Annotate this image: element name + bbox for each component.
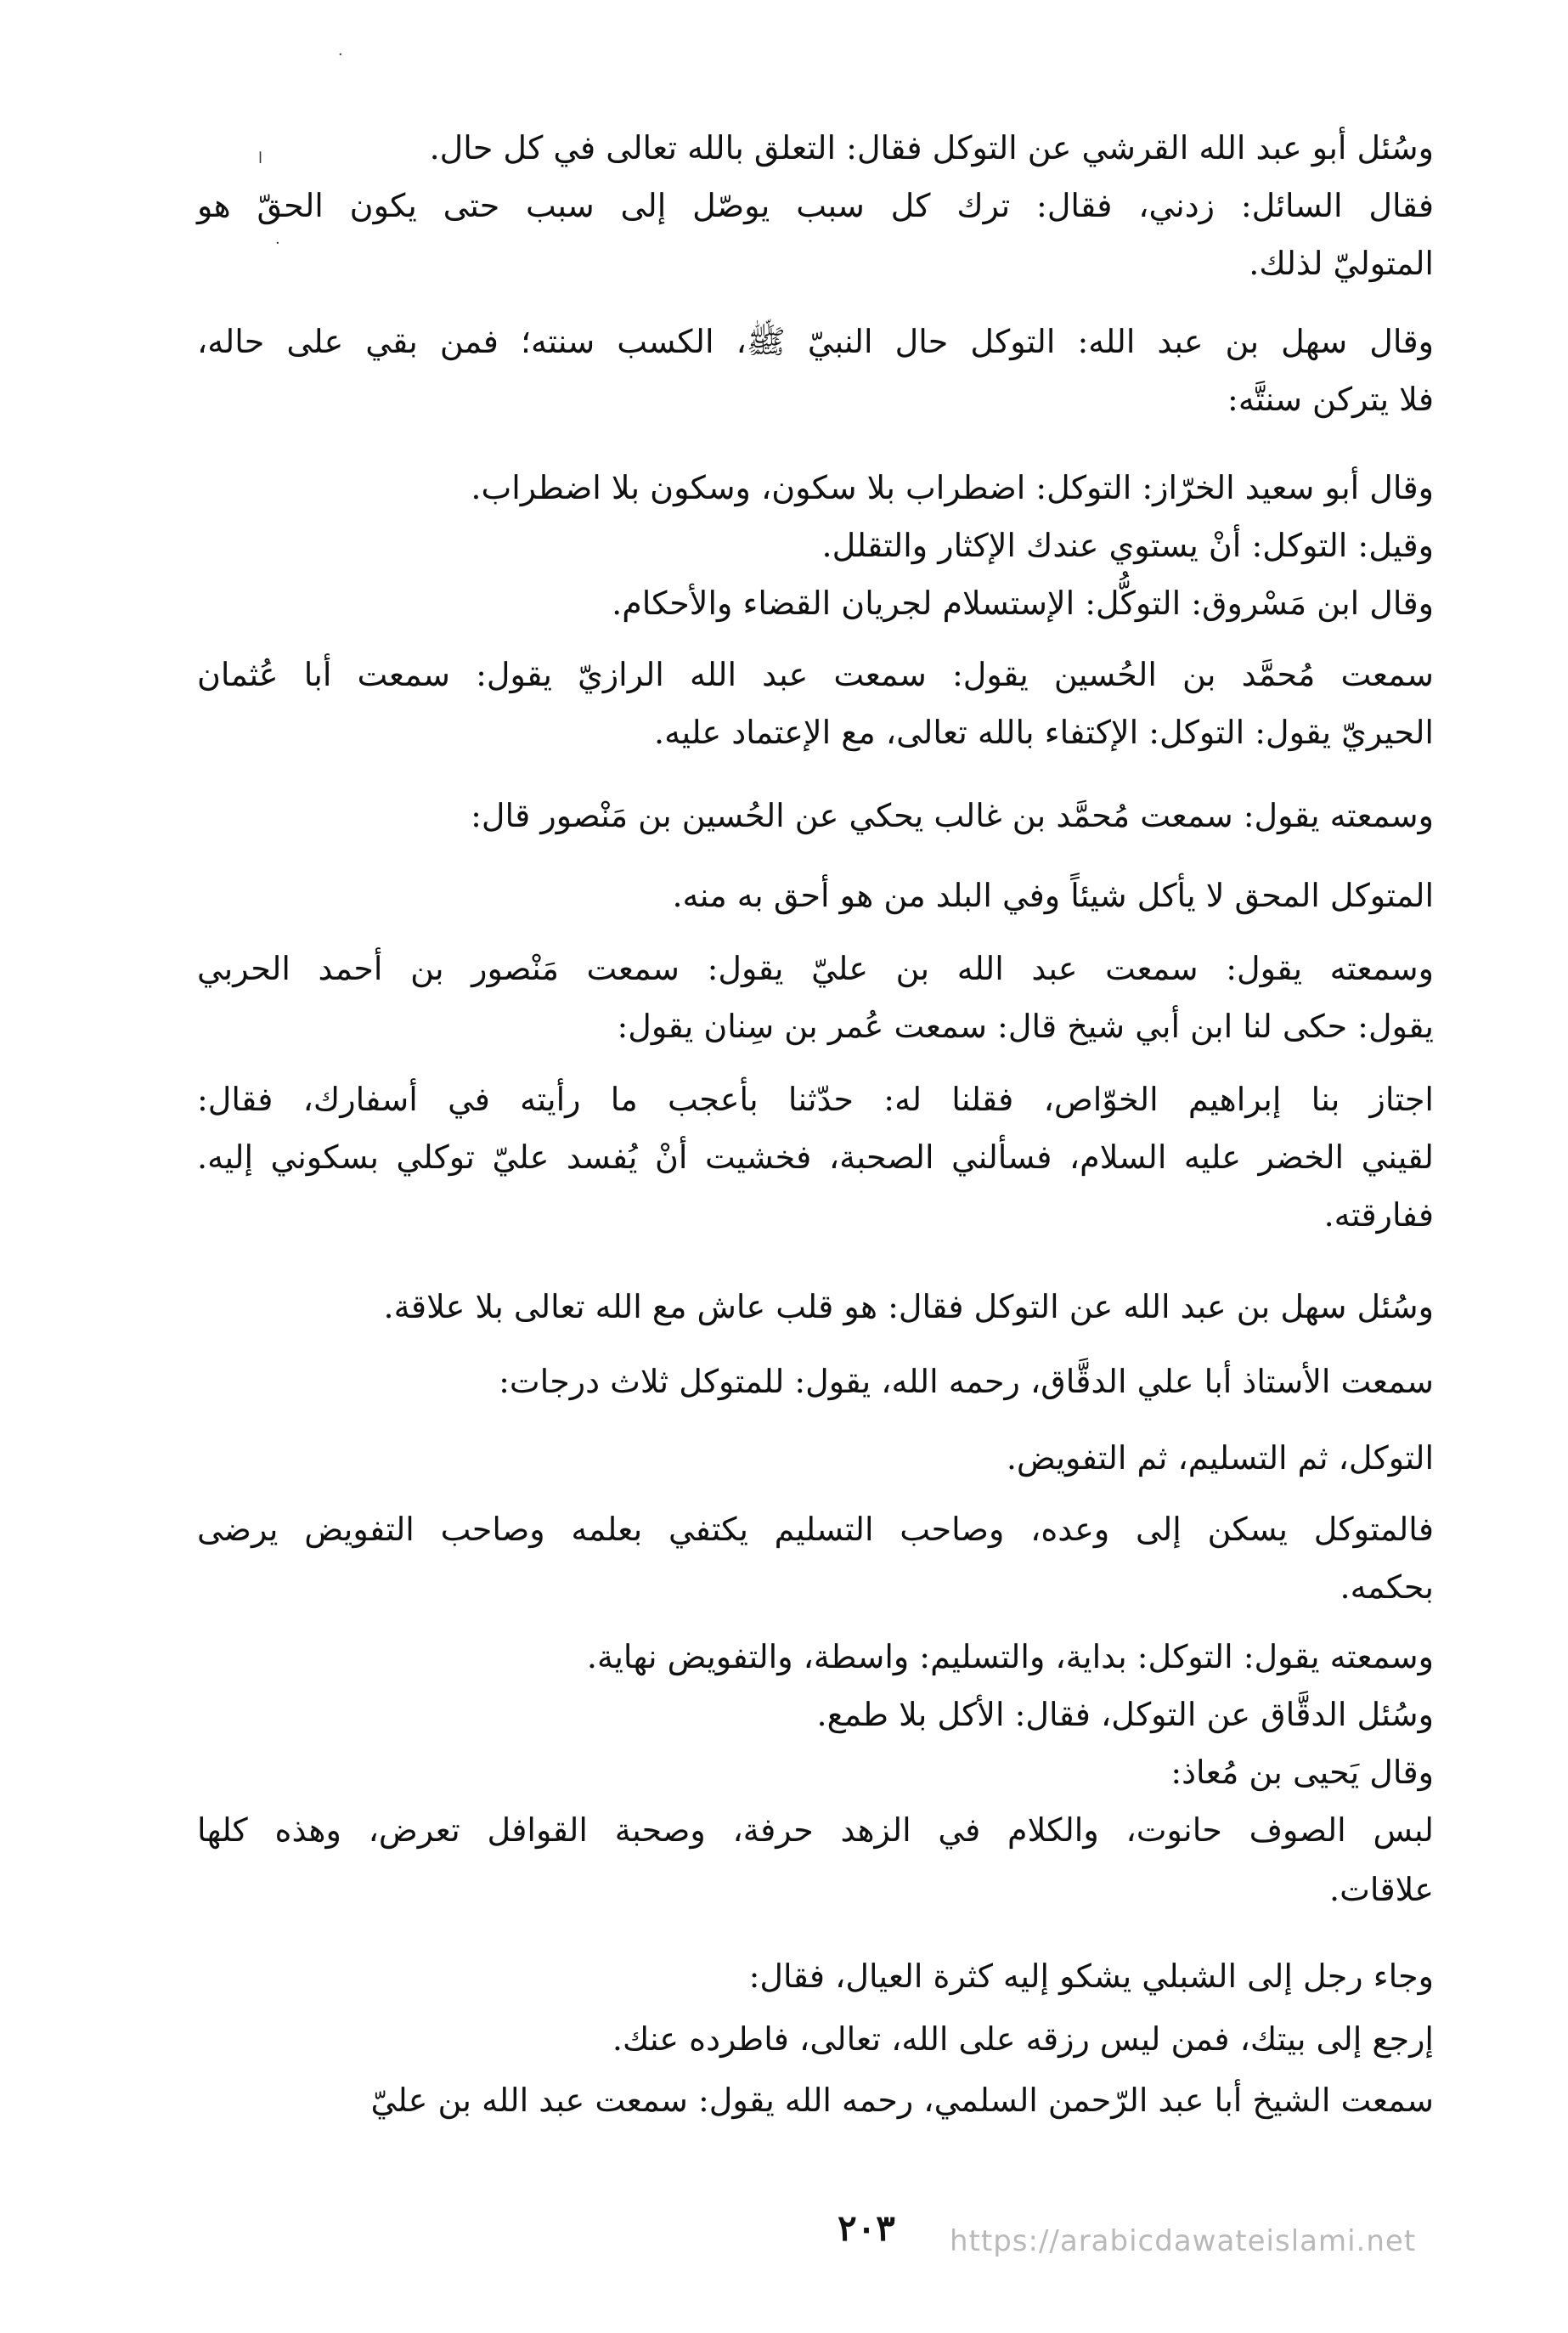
text-line: إرجع إلى بيتك، فمن ليس رزقه على الله، تعالى، فاطرده عنك. xyxy=(612,2020,1434,2058)
page-number: ٢٠٣ xyxy=(838,2207,895,2249)
text-line: لبس الصوف حانوت، والكلام في الزهد حرفة، وصحبة القوافل تعرض، وهذه كلها xyxy=(197,1811,1434,1849)
text-line: وقيل: التوكل: أنْ يستوي عندك الإكثار والتقلل. xyxy=(821,527,1434,564)
text-line: وسُئل الدقَّاق عن التوكل، فقال: الأكل بلا طمع. xyxy=(816,1696,1434,1733)
text-line: فلا يتركن سنتَّه: xyxy=(1227,381,1434,418)
text-line: فقال السائل: زدني، فقال: ترك كل سبب يوصّل إلى سبب حتى يكون الحقّ هو xyxy=(197,187,1434,224)
text-line: ففارقته. xyxy=(1323,1196,1434,1234)
text-line: سمعت مُحمَّد بن الحُسين يقول: سمعت عبد الله الرازيّ يقول: سمعت أبا عُثمان xyxy=(197,656,1434,693)
text-line: علاقات. xyxy=(1329,1871,1434,1908)
text-line: سمعت الأستاذ أبا علي الدقَّاق، رحمه الله، يقول: للمتوكل ثلاث درجات: xyxy=(499,1363,1434,1400)
ink-speck: · xyxy=(338,46,343,64)
text-line: وجاء رجل إلى الشبلي يشكو إليه كثرة العيال، فقال: xyxy=(748,1957,1434,1995)
text-line: وقال أبو سعيد الخرّاز: التوكل: اضطراب بلا سكون، وسكون بلا اضطراب. xyxy=(471,469,1434,506)
text-line: وسُئل سهل بن عبد الله عن التوكل فقال: هو قلب عاش مع الله تعالى بلا علاقة. xyxy=(383,1288,1434,1325)
text-line: وقال سهل بن عبد الله: التوكل حال النبيّ ﷺ، الكسب سنته؛ فمن بقي على حاله، xyxy=(197,323,1434,360)
text-line: وقال يَحيى بن مُعاذ: xyxy=(1170,1754,1434,1791)
text-line: المتوكل المحق لا يأكل شيئاً وفي البلد من هو أحق به منه. xyxy=(672,877,1434,914)
text-line: وقال ابن مَسْروق: التوكُّل: الإستسلام لجريان القضاء والأحكام. xyxy=(612,585,1434,622)
text-line: يقول: حكى لنا ابن أبي شيخ قال: سمعت عُمر بن سِنان يقول: xyxy=(617,1008,1434,1045)
text-line: التوكل، ثم التسليم، ثم التفويض. xyxy=(1006,1439,1434,1477)
text-line: لقيني الخضر عليه السلام، فسألني الصحبة، فخشيت أنْ يُفسد عليّ توكلي بسكوني إليه. xyxy=(197,1138,1434,1176)
text-line: وسمعته يقول: التوكل: بداية، والتسليم: واسطة، والتفويض نهاية. xyxy=(586,1638,1434,1675)
text-line: فالمتوكل يسكن إلى وعده، وصاحب التسليم يكتفي بعلمه وصاحب التفويض يرضى xyxy=(197,1511,1434,1548)
text-line: الحيريّ يقول: التوكل: الإكتفاء بالله تعالى، مع الإعتماد عليه. xyxy=(654,714,1434,751)
text-line: سمعت الشيخ أبا عبد الرّحمن السلمي، رحمه الله يقول: سمعت عبد الله بن عليّ xyxy=(370,2082,1434,2119)
text-line: اجتاز بنا إبراهيم الخوّاص، فقلنا له: حدّثنا بأعجب ما رأيته في أسفارك، فقال: xyxy=(197,1081,1434,1118)
text-line: بحكمه. xyxy=(1340,1568,1434,1606)
text-line: المتوليّ لذلك. xyxy=(1249,245,1434,282)
text-line: وسُئل أبو عبد الله القرشي عن التوكل فقال: التعلق بالله تعالى في كل حال. xyxy=(429,129,1434,167)
margin-mark: ا xyxy=(258,150,263,167)
watermark-url: https://arabicdawateislami.net xyxy=(950,2224,1417,2258)
ink-speck: · xyxy=(275,234,280,252)
text-line: وسمعته يقول: سمعت مُحمَّد بن غالب يحكي عن الحُسين بن مَنْصور قال: xyxy=(471,797,1434,834)
text-line: وسمعته يقول: سمعت عبد الله بن عليّ يقول: سمعت مَنْصور بن أحمد الحربي xyxy=(197,950,1434,987)
